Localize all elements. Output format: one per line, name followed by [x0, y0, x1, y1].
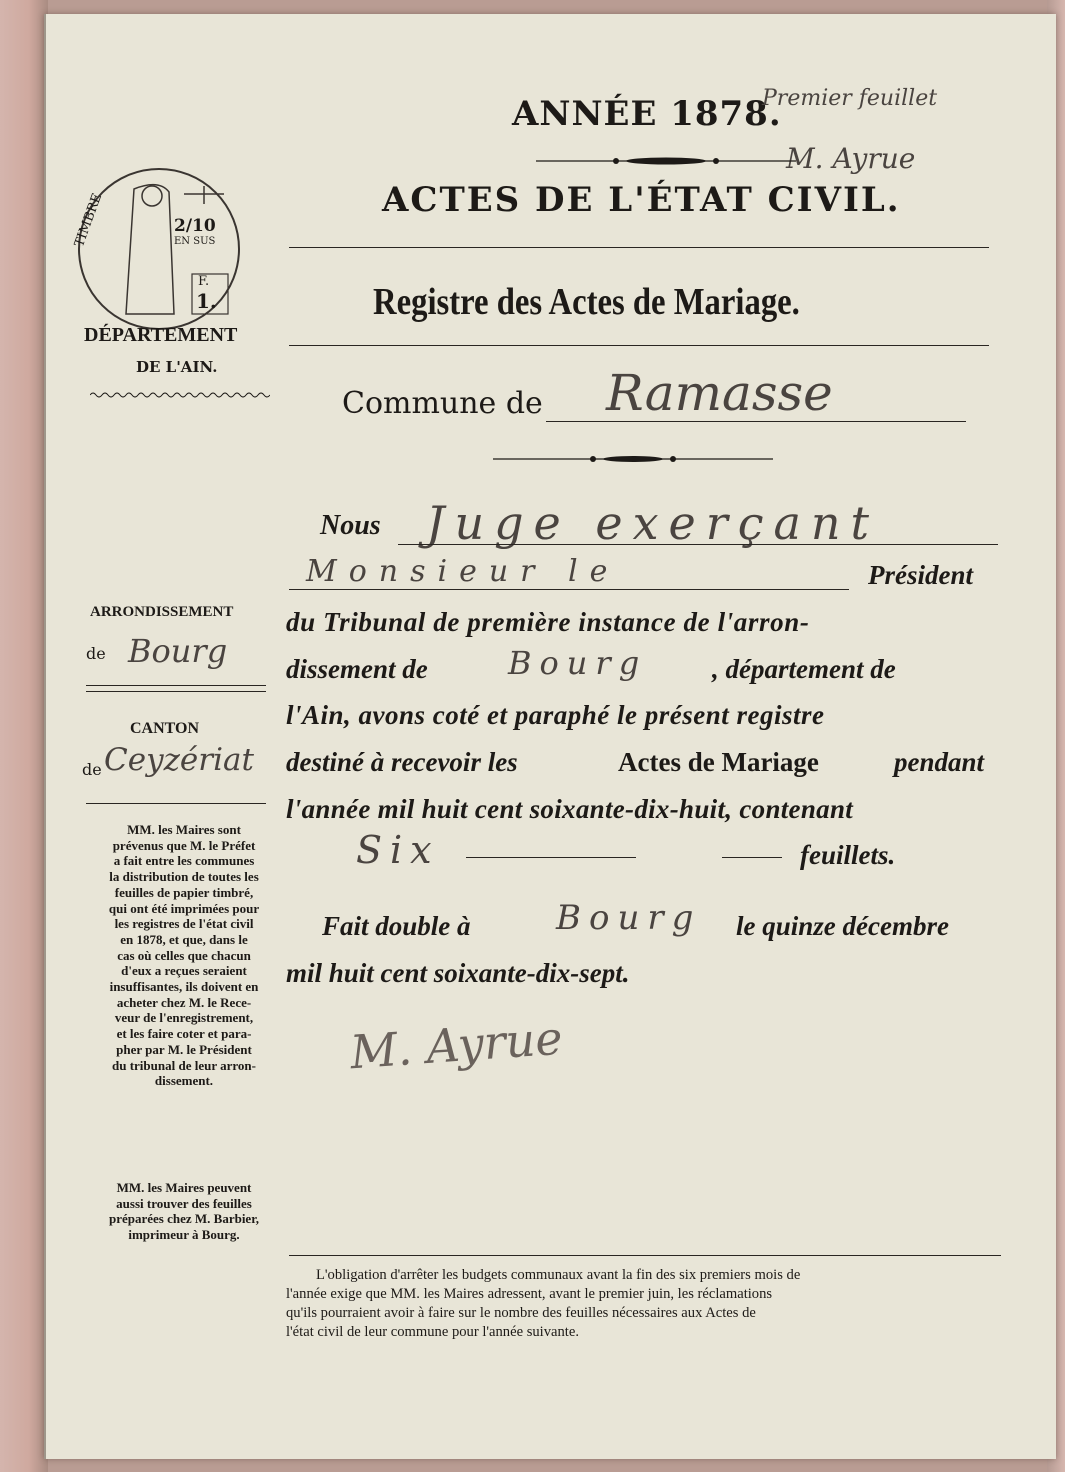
note-line: du tribunal de leur arron-: [112, 1057, 256, 1073]
binding-strip: [0, 0, 48, 1472]
stamp-subline: EN SUS: [174, 236, 216, 247]
body-line-5: l'année mil huit cent soixante-dix-huit, contenant: [286, 794, 854, 824]
note-line: a fait entre les communes: [113, 853, 255, 869]
body-line-1: du Tribunal de première instance de l'arron-: [286, 607, 810, 637]
note-line: insuffisantes, ils doivent en: [109, 979, 259, 995]
ornament-rule-2: [493, 452, 773, 466]
date-line-1: le quinze décembre: [736, 911, 949, 941]
body-line-3: l'Ain, avons coté et paraphé le présent registre: [286, 700, 825, 730]
note-line: cas où celles que chacun: [117, 947, 251, 963]
body-line-4c: pendant: [894, 747, 985, 777]
register-heading: Registre des Actes de Mariage.: [373, 281, 800, 323]
nous-rule: [398, 544, 998, 545]
footer-note: [286, 1266, 800, 1342]
hand-judge: Juge exerçant: [426, 496, 880, 550]
barbier-note: [84, 1180, 284, 1243]
stamp-word: TIMBRE: [72, 191, 106, 250]
commune-value: Ramasse: [606, 364, 833, 422]
six-rule-2: [722, 857, 782, 858]
arrondissement-rule-2: [86, 691, 266, 692]
department-name: DE L'AIN.: [136, 358, 218, 376]
arrondissement-label: ARRONDISSEMENT: [90, 604, 234, 620]
note-line: pher par M. le Président: [116, 1041, 252, 1057]
commune-label: Commune de: [342, 386, 543, 421]
note-line: MM. les Maires peuvent: [116, 1180, 252, 1195]
canton-label: CANTON: [130, 720, 200, 737]
note-line: la distribution de toutes les: [109, 869, 259, 885]
note-line: qui ont été imprimées pour: [108, 900, 260, 916]
arrondissement-value: Bourg: [128, 632, 228, 670]
feuillets-label: feuillets.: [800, 840, 896, 870]
footer-line: l'année exige que MM. les Maires adressent, avant le premier juin, les réclamations: [286, 1286, 773, 1302]
timbre-stamp: [74, 164, 244, 334]
body-line-4a: destiné à recevoir les: [286, 747, 518, 777]
footer-line: L'obligation d'arrêter les budgets communaux avant la fin des six premiers mois de: [316, 1267, 801, 1283]
wavy-rule: [90, 391, 270, 399]
note-line: les registres de l'état civil: [114, 916, 254, 932]
stamp-mark-1: 1.: [196, 289, 217, 313]
note-line: acheter chez M. le Rece-: [116, 994, 252, 1010]
hand-monsieur: Monsieur le: [306, 554, 620, 589]
maires-note: [84, 822, 284, 1089]
note-line: préparées chez M. Barbier,: [108, 1211, 260, 1227]
handwritten-note-2: M. Ayrue: [786, 142, 916, 175]
body-line-4b: Actes de Mariage: [618, 747, 819, 777]
note-line: et les faire coter et para-: [116, 1026, 252, 1042]
note-line: veur de l'enregistrement,: [114, 1010, 254, 1026]
register-sheet: [44, 14, 1056, 1459]
note-line: dissement.: [154, 1073, 214, 1089]
signature: M. Ayrue: [348, 1010, 565, 1080]
year-heading: ANNÉE 1878.: [512, 94, 782, 134]
nous-label: Nous: [320, 510, 381, 541]
arrondissement-rule: [86, 685, 266, 686]
note-line: imprimeur à Bourg.: [128, 1227, 240, 1243]
six-rule: [466, 857, 636, 858]
footer-line: l'état civil de leur commune pour l'année suivante.: [286, 1324, 579, 1340]
note-line: prévenus que M. le Préfet: [112, 837, 256, 853]
body-line-2a: dissement de: [286, 654, 428, 684]
handwritten-note: Premier feuillet: [762, 86, 938, 111]
stamp-mark-f: F.: [198, 274, 210, 289]
footer-line: qu'ils pourraient avoir à faire sur le nombre des feuilles nécessaires aux Actes de: [286, 1305, 756, 1321]
note-line: en 1878, et que, dans le: [120, 931, 248, 947]
fait-double-label: Fait double à: [322, 911, 471, 941]
body-line-2b: , département de: [712, 654, 896, 684]
ornament-rule: [536, 154, 796, 168]
canton-value: Ceyzériat: [104, 742, 254, 778]
commune-rule: [546, 421, 966, 422]
title-rule: [289, 247, 989, 248]
monsieur-rule: [289, 589, 849, 590]
hand-six: Six: [356, 828, 440, 872]
note-line: d'eux a reçues seraient: [121, 963, 247, 979]
register-rule: [289, 345, 989, 346]
hand-bourg-2: Bourg: [556, 898, 702, 938]
stamp-price: 2/10: [174, 216, 216, 236]
canton-prefix: de: [82, 760, 102, 779]
footer-rule: [289, 1255, 1001, 1256]
title-heading: ACTES DE L'ÉTAT CIVIL.: [382, 180, 901, 220]
arrondissement-prefix: de: [86, 644, 106, 663]
president-label: Président: [868, 560, 973, 590]
note-line: MM. les Maires sont: [127, 822, 241, 837]
date-line-2: mil huit cent soixante-dix-sept.: [286, 958, 630, 988]
note-line: aussi trouver des feuilles: [116, 1195, 252, 1211]
hand-bourg-1: Bourg: [508, 644, 648, 682]
canton-rule: [86, 803, 266, 804]
note-line: feuilles de papier timbré,: [114, 884, 254, 900]
department-label: DÉPARTEMENT: [84, 324, 238, 346]
